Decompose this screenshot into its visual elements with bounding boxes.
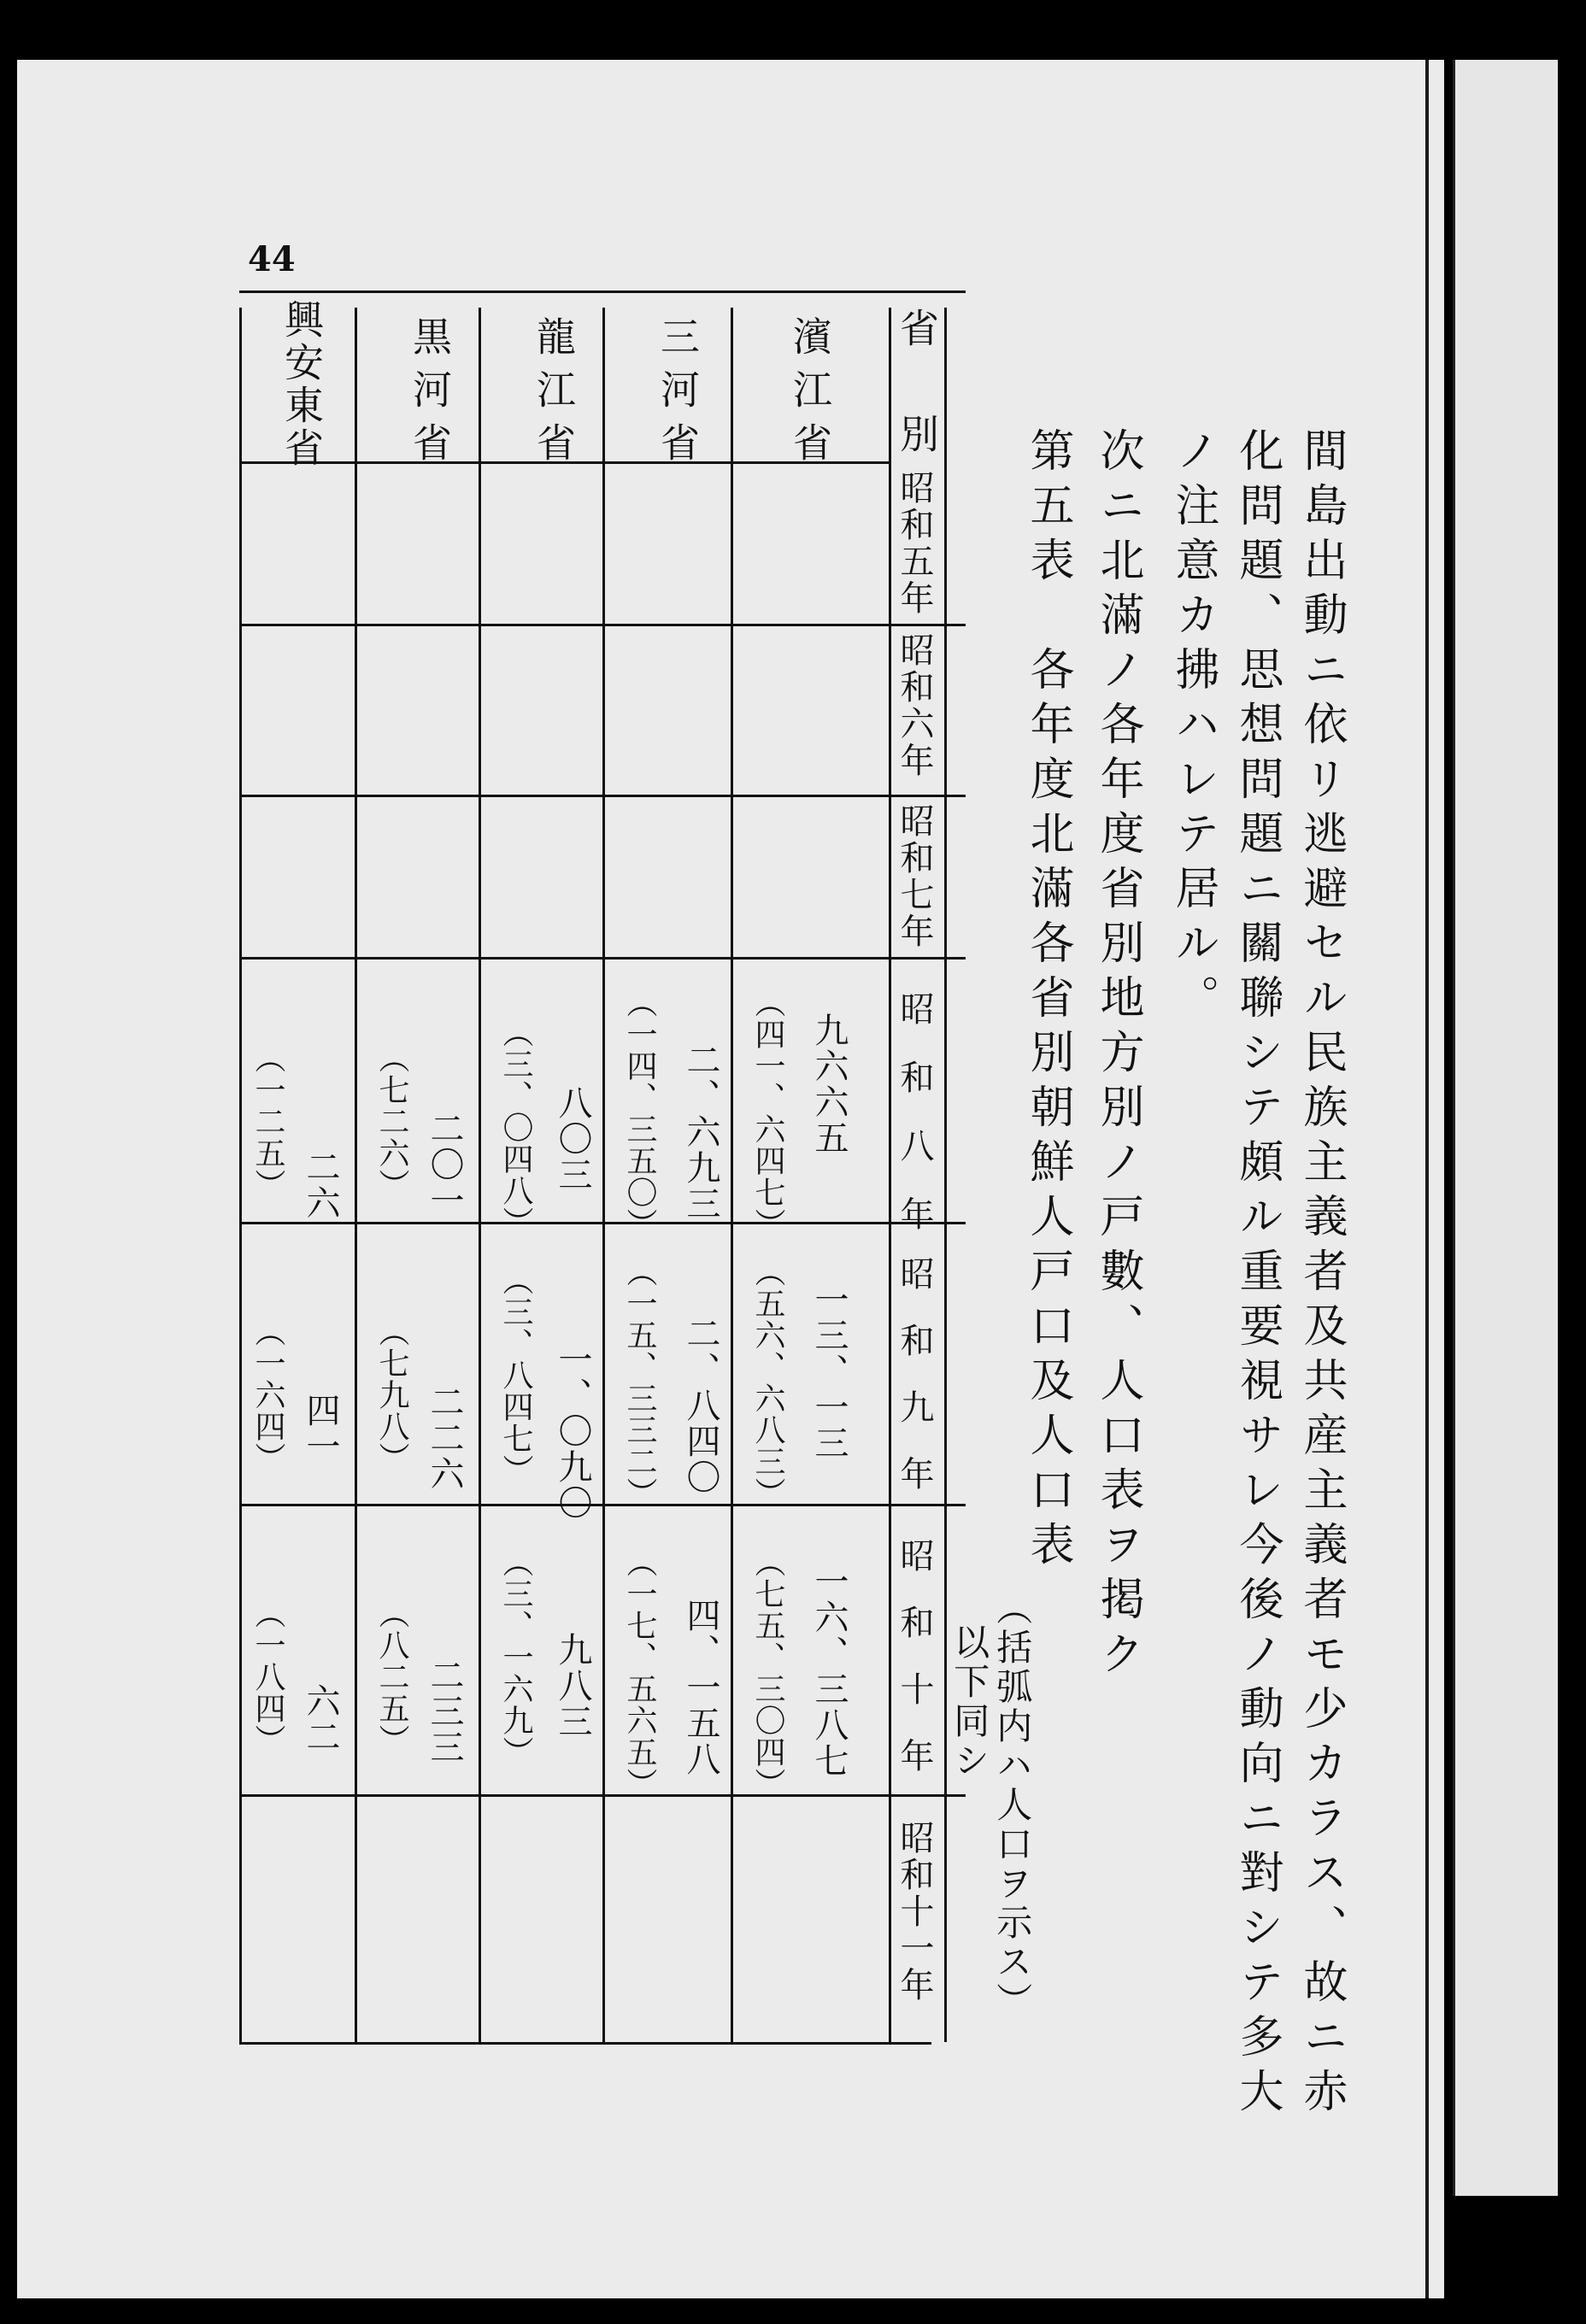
row-2-s9-households: 二、八四〇 [681, 1316, 720, 1495]
row-4-s9-population: （七九八） [374, 1316, 409, 1474]
row-5-s8-households: 二六 [301, 1149, 340, 1221]
prose-line-1: 間島出動ニ依リ逃避セル民族主義者及共産主義者モ少カラス、故ニ赤 [1295, 427, 1347, 2122]
row-2-s10-households: 四、一五八 [681, 1598, 720, 1777]
row-1-s10-population: （七五、三〇四） [750, 1546, 785, 1799]
row-4-s10-population: （八二五） [374, 1598, 409, 1756]
row-2-s8-households: 二、六九三 [681, 1042, 720, 1222]
row-4-s8-households: 二〇一 [425, 1111, 464, 1218]
header-year-s11: 昭和十一年 [895, 1820, 934, 2004]
row-5-s9-population: （一六四） [250, 1316, 285, 1474]
population-table [17, 60, 1444, 2298]
row-2-s10-population: （一七、五六五） [622, 1546, 657, 1799]
header-year-s7: 昭和七年 [895, 803, 934, 950]
row-5-province: 興安東省 [279, 299, 325, 470]
header-year-s6: 昭和六年 [895, 632, 934, 779]
row-3-s8-households: 八〇三 [553, 1085, 592, 1193]
row-1-s9-population: （五六、六八三） [750, 1256, 785, 1509]
row-3-s10-households: 九八三 [553, 1632, 592, 1740]
row-4-s8-population: （七二六） [374, 1042, 409, 1200]
prose-line-3: ノ注意カ拂ハレテ居ル。 [1167, 427, 1219, 1029]
row-3-s9-population: （三、八四七） [498, 1265, 533, 1486]
row-1-province: 濱江省 [787, 316, 833, 475]
row-4-s9-households: 二二六 [425, 1384, 464, 1492]
header-year-s9: 昭和九年 [895, 1256, 934, 1523]
prose-line-2: 化問題、思想問題ニ關聯シテ頗ル重要視サレ今後ノ動向ニ對シテ多大 [1231, 427, 1283, 2122]
row-2-province: 三河省 [655, 316, 701, 475]
row-1-s8-households: 九六六五 [809, 1012, 849, 1156]
document-page [17, 60, 1444, 2298]
row-3-s10-population: （三、一六九） [498, 1546, 533, 1768]
header-year-s5: 昭和五年 [895, 470, 934, 617]
row-3-province: 龍江省 [531, 316, 577, 475]
table-note-same-below: 以下同シ [949, 1623, 991, 1781]
header-year-s10: 昭和十年 [895, 1538, 934, 1805]
adjacent-page-edge [1453, 60, 1558, 2196]
row-3-s9-households: 一、〇九〇 [553, 1341, 592, 1521]
header-year-s8: 昭和八年 [895, 991, 934, 1265]
row-5-s8-population: （一二五） [250, 1042, 285, 1200]
row-3-s8-population: （三、〇四八） [498, 1017, 533, 1238]
row-1-s9-households: 一三、一三 [809, 1282, 849, 1461]
row-2-s8-population: （一四、三五〇） [622, 987, 657, 1240]
row-1-s8-population: （四一、六四七） [750, 987, 785, 1240]
table-note-parentheses: （括弧内ハ人口ヲ示ス） [991, 1589, 1034, 2022]
row-1-s10-households: 一六、三八七 [809, 1564, 849, 1779]
prose-line-4: 次ニ北滿ノ各年度省別地方別ノ戸數、人口表ヲ掲ク [1092, 427, 1143, 1685]
header-province: 省 別 [894, 308, 940, 467]
row-5-s10-population: （一八四） [250, 1598, 285, 1756]
row-4-s10-households: 二三三 [425, 1658, 464, 1765]
row-5-s10-households: 六二 [301, 1683, 340, 1755]
table-caption: 第五表 各年度北滿各省別朝鮮人戸口及人口表 [1022, 427, 1073, 1576]
row-2-s9-population: （一五、三三二） [622, 1256, 657, 1509]
row-5-s9-households: 四一 [301, 1393, 340, 1464]
page-number: 44 [248, 239, 296, 279]
row-4-province: 黒河省 [407, 316, 453, 475]
